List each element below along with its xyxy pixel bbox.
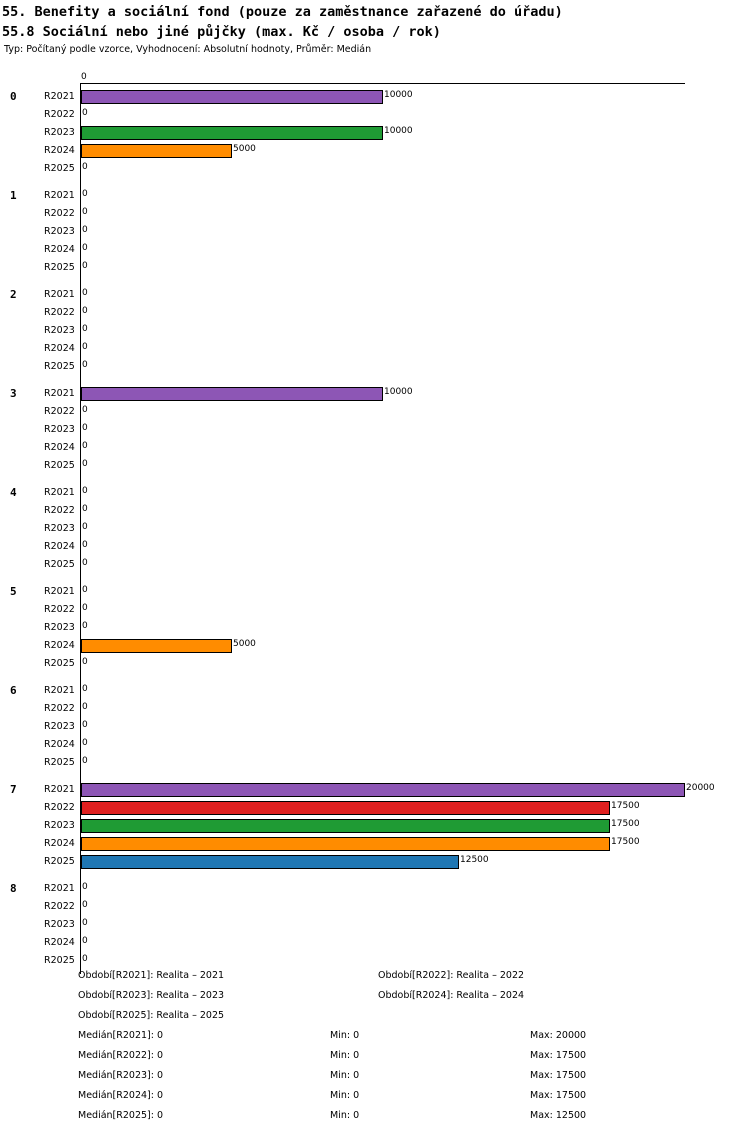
table-row <box>0 799 750 817</box>
bar-value-label: 5000 <box>233 144 256 154</box>
series-label: R2021 <box>44 190 75 201</box>
table-row <box>0 259 750 277</box>
table-row <box>0 682 750 700</box>
stat-median: Medián[R2024]: 0 <box>78 1090 164 1101</box>
series-label: R2021 <box>44 487 75 498</box>
stats-row <box>0 1106 750 1126</box>
chart-footer <box>0 966 750 1126</box>
bar-fill <box>81 783 685 797</box>
bar-value-label: 17500 <box>611 837 640 847</box>
series-label: R2021 <box>44 685 75 696</box>
bar[interactable] <box>81 801 610 815</box>
table-row <box>0 88 750 106</box>
stat-min: Min: 0 <box>330 1090 360 1101</box>
series-label: R2022 <box>44 604 75 615</box>
series-label: R2022 <box>44 208 75 219</box>
bar-value-label: 0 <box>82 738 88 748</box>
stat-max: Max: 17500 <box>530 1090 587 1101</box>
series-label: R2025 <box>44 955 75 966</box>
bar-value-label: 0 <box>82 720 88 730</box>
stat-median: Medián[R2023]: 0 <box>78 1070 164 1081</box>
bar-value-label: 0 <box>82 243 88 253</box>
bar-group-index: 7 <box>10 783 17 796</box>
bar[interactable] <box>81 126 383 140</box>
bar-group <box>0 187 750 277</box>
table-row <box>0 187 750 205</box>
table-row <box>0 916 750 934</box>
stat-min: Min: 0 <box>330 1110 360 1121</box>
table-row <box>0 322 750 340</box>
bar[interactable] <box>81 387 383 401</box>
bar-group <box>0 484 750 574</box>
series-label: R2023 <box>44 226 75 237</box>
stats-row <box>0 1086 750 1106</box>
series-label: R2023 <box>44 325 75 336</box>
bar-fill <box>81 639 232 653</box>
table-row <box>0 817 750 835</box>
table-row <box>0 106 750 124</box>
bar-fill <box>81 801 610 815</box>
series-label: R2025 <box>44 856 75 867</box>
table-row <box>0 538 750 556</box>
bar-value-label: 0 <box>82 360 88 370</box>
bar-value-label: 0 <box>82 657 88 667</box>
bar[interactable] <box>81 144 232 158</box>
bar-fill <box>81 819 610 833</box>
series-label: R2024 <box>44 937 75 948</box>
bar-value-label: 20000 <box>686 783 715 793</box>
bar-value-label: 0 <box>82 900 88 910</box>
bar-value-label: 0 <box>82 324 88 334</box>
series-label: R2025 <box>44 757 75 768</box>
series-label: R2021 <box>44 883 75 894</box>
table-row <box>0 754 750 772</box>
table-row <box>0 556 750 574</box>
series-label: R2024 <box>44 640 75 651</box>
table-row <box>0 655 750 673</box>
table-row <box>0 358 750 376</box>
x-axis-origin-label: 0 <box>81 72 87 82</box>
stats-row <box>0 1066 750 1086</box>
table-row <box>0 619 750 637</box>
bar-group-index: 8 <box>10 882 17 895</box>
series-label: R2024 <box>44 343 75 354</box>
legend-item: Období[R2021]: Realita – 2021 <box>78 970 225 981</box>
table-row <box>0 304 750 322</box>
series-label: R2023 <box>44 721 75 732</box>
bar-fill <box>81 126 383 140</box>
stat-max: Max: 20000 <box>530 1030 587 1041</box>
bar-group <box>0 583 750 673</box>
bar-value-label: 0 <box>82 621 88 631</box>
bar-value-label: 0 <box>82 702 88 712</box>
bar[interactable] <box>81 90 383 104</box>
bar-fill <box>81 387 383 401</box>
table-row <box>0 124 750 142</box>
chart-meta-line: Typ: Počítaný podle vzorce, Vyhodnocení: Absolutní hodnoty, Průměr: Medián <box>4 44 372 55</box>
bar-value-label: 0 <box>82 342 88 352</box>
bar-value-label: 0 <box>82 207 88 217</box>
table-row <box>0 286 750 304</box>
table-row <box>0 736 750 754</box>
series-label: R2024 <box>44 541 75 552</box>
table-row <box>0 421 750 439</box>
bar-group <box>0 682 750 772</box>
series-label: R2025 <box>44 658 75 669</box>
bar-group-index: 3 <box>10 387 17 400</box>
series-label: R2023 <box>44 622 75 633</box>
table-row <box>0 853 750 871</box>
table-row <box>0 601 750 619</box>
bar-value-label: 0 <box>82 108 88 118</box>
bar-value-label: 0 <box>82 225 88 235</box>
legend-item: Období[R2025]: Realita – 2025 <box>78 1010 225 1021</box>
series-label: R2025 <box>44 460 75 471</box>
series-label: R2024 <box>44 244 75 255</box>
series-label: R2021 <box>44 289 75 300</box>
table-row <box>0 880 750 898</box>
legend-row <box>0 1006 750 1026</box>
series-label: R2025 <box>44 559 75 570</box>
page-title: 55. Benefity a sociální fond (pouze za zaměstnance zařazené do úřadu) <box>2 4 563 20</box>
table-row <box>0 205 750 223</box>
legend-row <box>0 966 750 986</box>
table-row <box>0 502 750 520</box>
bar-group <box>0 880 750 970</box>
legend-item: Období[R2022]: Realita – 2022 <box>378 970 525 981</box>
series-label: R2022 <box>44 109 75 120</box>
bar-value-label: 0 <box>82 162 88 172</box>
bar-value-label: 0 <box>82 441 88 451</box>
bar-fill <box>81 144 232 158</box>
bar-value-label: 0 <box>82 486 88 496</box>
table-row <box>0 223 750 241</box>
bar-fill <box>81 855 459 869</box>
table-row <box>0 718 750 736</box>
series-label: R2025 <box>44 262 75 273</box>
legend <box>0 966 750 1026</box>
bar-fill <box>81 90 383 104</box>
legend-row <box>0 986 750 1006</box>
bar-value-label: 5000 <box>233 639 256 649</box>
bar-value-label: 0 <box>82 936 88 946</box>
bar-value-label: 0 <box>82 504 88 514</box>
bar-value-label: 12500 <box>460 855 489 865</box>
bar-group-index: 1 <box>10 189 17 202</box>
bar-value-label: 0 <box>82 918 88 928</box>
series-label: R2023 <box>44 523 75 534</box>
table-row <box>0 457 750 475</box>
stat-median: Medián[R2025]: 0 <box>78 1110 164 1121</box>
legend-item: Období[R2024]: Realita – 2024 <box>378 990 525 1001</box>
bar-value-label: 0 <box>82 756 88 766</box>
bar-value-label: 0 <box>82 189 88 199</box>
table-row <box>0 637 750 655</box>
bar-value-label: 0 <box>82 558 88 568</box>
table-row <box>0 934 750 952</box>
series-label: R2021 <box>44 388 75 399</box>
table-row <box>0 241 750 259</box>
series-label: R2022 <box>44 406 75 417</box>
series-label: R2025 <box>44 361 75 372</box>
table-row <box>0 142 750 160</box>
page-subtitle-indicator: 55.8 Sociální nebo jiné půjčky (max. Kč / osoba / rok) <box>2 24 441 40</box>
series-label: R2022 <box>44 703 75 714</box>
stat-max: Max: 12500 <box>530 1110 587 1121</box>
series-label: R2024 <box>44 145 75 156</box>
series-label: R2025 <box>44 163 75 174</box>
bar-group <box>0 88 750 178</box>
table-row <box>0 439 750 457</box>
bar-value-label: 0 <box>82 585 88 595</box>
bar-value-label: 0 <box>82 522 88 532</box>
bar[interactable] <box>81 855 459 869</box>
series-label: R2021 <box>44 586 75 597</box>
table-row <box>0 160 750 178</box>
series-label: R2022 <box>44 802 75 813</box>
stat-max: Max: 17500 <box>530 1050 587 1061</box>
bar-value-label: 17500 <box>611 801 640 811</box>
table-row <box>0 520 750 538</box>
chart-header <box>0 0 750 57</box>
bar[interactable] <box>81 819 610 833</box>
bar-value-label: 0 <box>82 603 88 613</box>
stat-min: Min: 0 <box>330 1070 360 1081</box>
table-row <box>0 700 750 718</box>
table-row <box>0 403 750 421</box>
stats-row <box>0 1046 750 1066</box>
bar-value-label: 0 <box>82 954 88 964</box>
bar-group-index: 5 <box>10 585 17 598</box>
series-label: R2023 <box>44 919 75 930</box>
bar[interactable] <box>81 837 610 851</box>
bar-value-label: 0 <box>82 288 88 298</box>
table-row <box>0 835 750 853</box>
series-label: R2021 <box>44 784 75 795</box>
stat-median: Medián[R2021]: 0 <box>78 1030 164 1041</box>
table-row <box>0 385 750 403</box>
bar-group <box>0 781 750 871</box>
bar-value-label: 10000 <box>384 126 413 136</box>
bar-chart <box>0 72 750 966</box>
legend-item: Období[R2023]: Realita – 2023 <box>78 990 225 1001</box>
bar-group-index: 0 <box>10 90 17 103</box>
series-label: R2022 <box>44 307 75 318</box>
x-axis-line <box>80 83 685 84</box>
stat-median: Medián[R2022]: 0 <box>78 1050 164 1061</box>
bar[interactable] <box>81 639 232 653</box>
series-label: R2024 <box>44 442 75 453</box>
stat-max: Max: 17500 <box>530 1070 587 1081</box>
bar-group-index: 4 <box>10 486 17 499</box>
table-row <box>0 484 750 502</box>
bar-group-index: 6 <box>10 684 17 697</box>
series-label: R2021 <box>44 91 75 102</box>
table-row <box>0 583 750 601</box>
bar-group-index: 2 <box>10 288 17 301</box>
bar-value-label: 0 <box>82 882 88 892</box>
bar[interactable] <box>81 783 685 797</box>
series-label: R2023 <box>44 424 75 435</box>
series-label: R2024 <box>44 739 75 750</box>
bar-value-label: 17500 <box>611 819 640 829</box>
bar-value-label: 0 <box>82 540 88 550</box>
series-label: R2022 <box>44 505 75 516</box>
table-row <box>0 340 750 358</box>
bar-value-label: 0 <box>82 261 88 271</box>
bar-group <box>0 385 750 475</box>
series-label: R2022 <box>44 901 75 912</box>
table-row <box>0 781 750 799</box>
series-label: R2023 <box>44 127 75 138</box>
series-label: R2024 <box>44 838 75 849</box>
bar-fill <box>81 837 610 851</box>
series-label: R2023 <box>44 820 75 831</box>
stats-row <box>0 1026 750 1046</box>
bar-value-label: 0 <box>82 459 88 469</box>
bar-value-label: 0 <box>82 405 88 415</box>
bar-value-label: 10000 <box>384 90 413 100</box>
bar-value-label: 0 <box>82 423 88 433</box>
bar-value-label: 0 <box>82 684 88 694</box>
stat-min: Min: 0 <box>330 1030 360 1041</box>
stats-table <box>0 1026 750 1126</box>
table-row <box>0 898 750 916</box>
bar-group <box>0 286 750 376</box>
bar-value-label: 0 <box>82 306 88 316</box>
bar-value-label: 10000 <box>384 387 413 397</box>
stat-min: Min: 0 <box>330 1050 360 1061</box>
